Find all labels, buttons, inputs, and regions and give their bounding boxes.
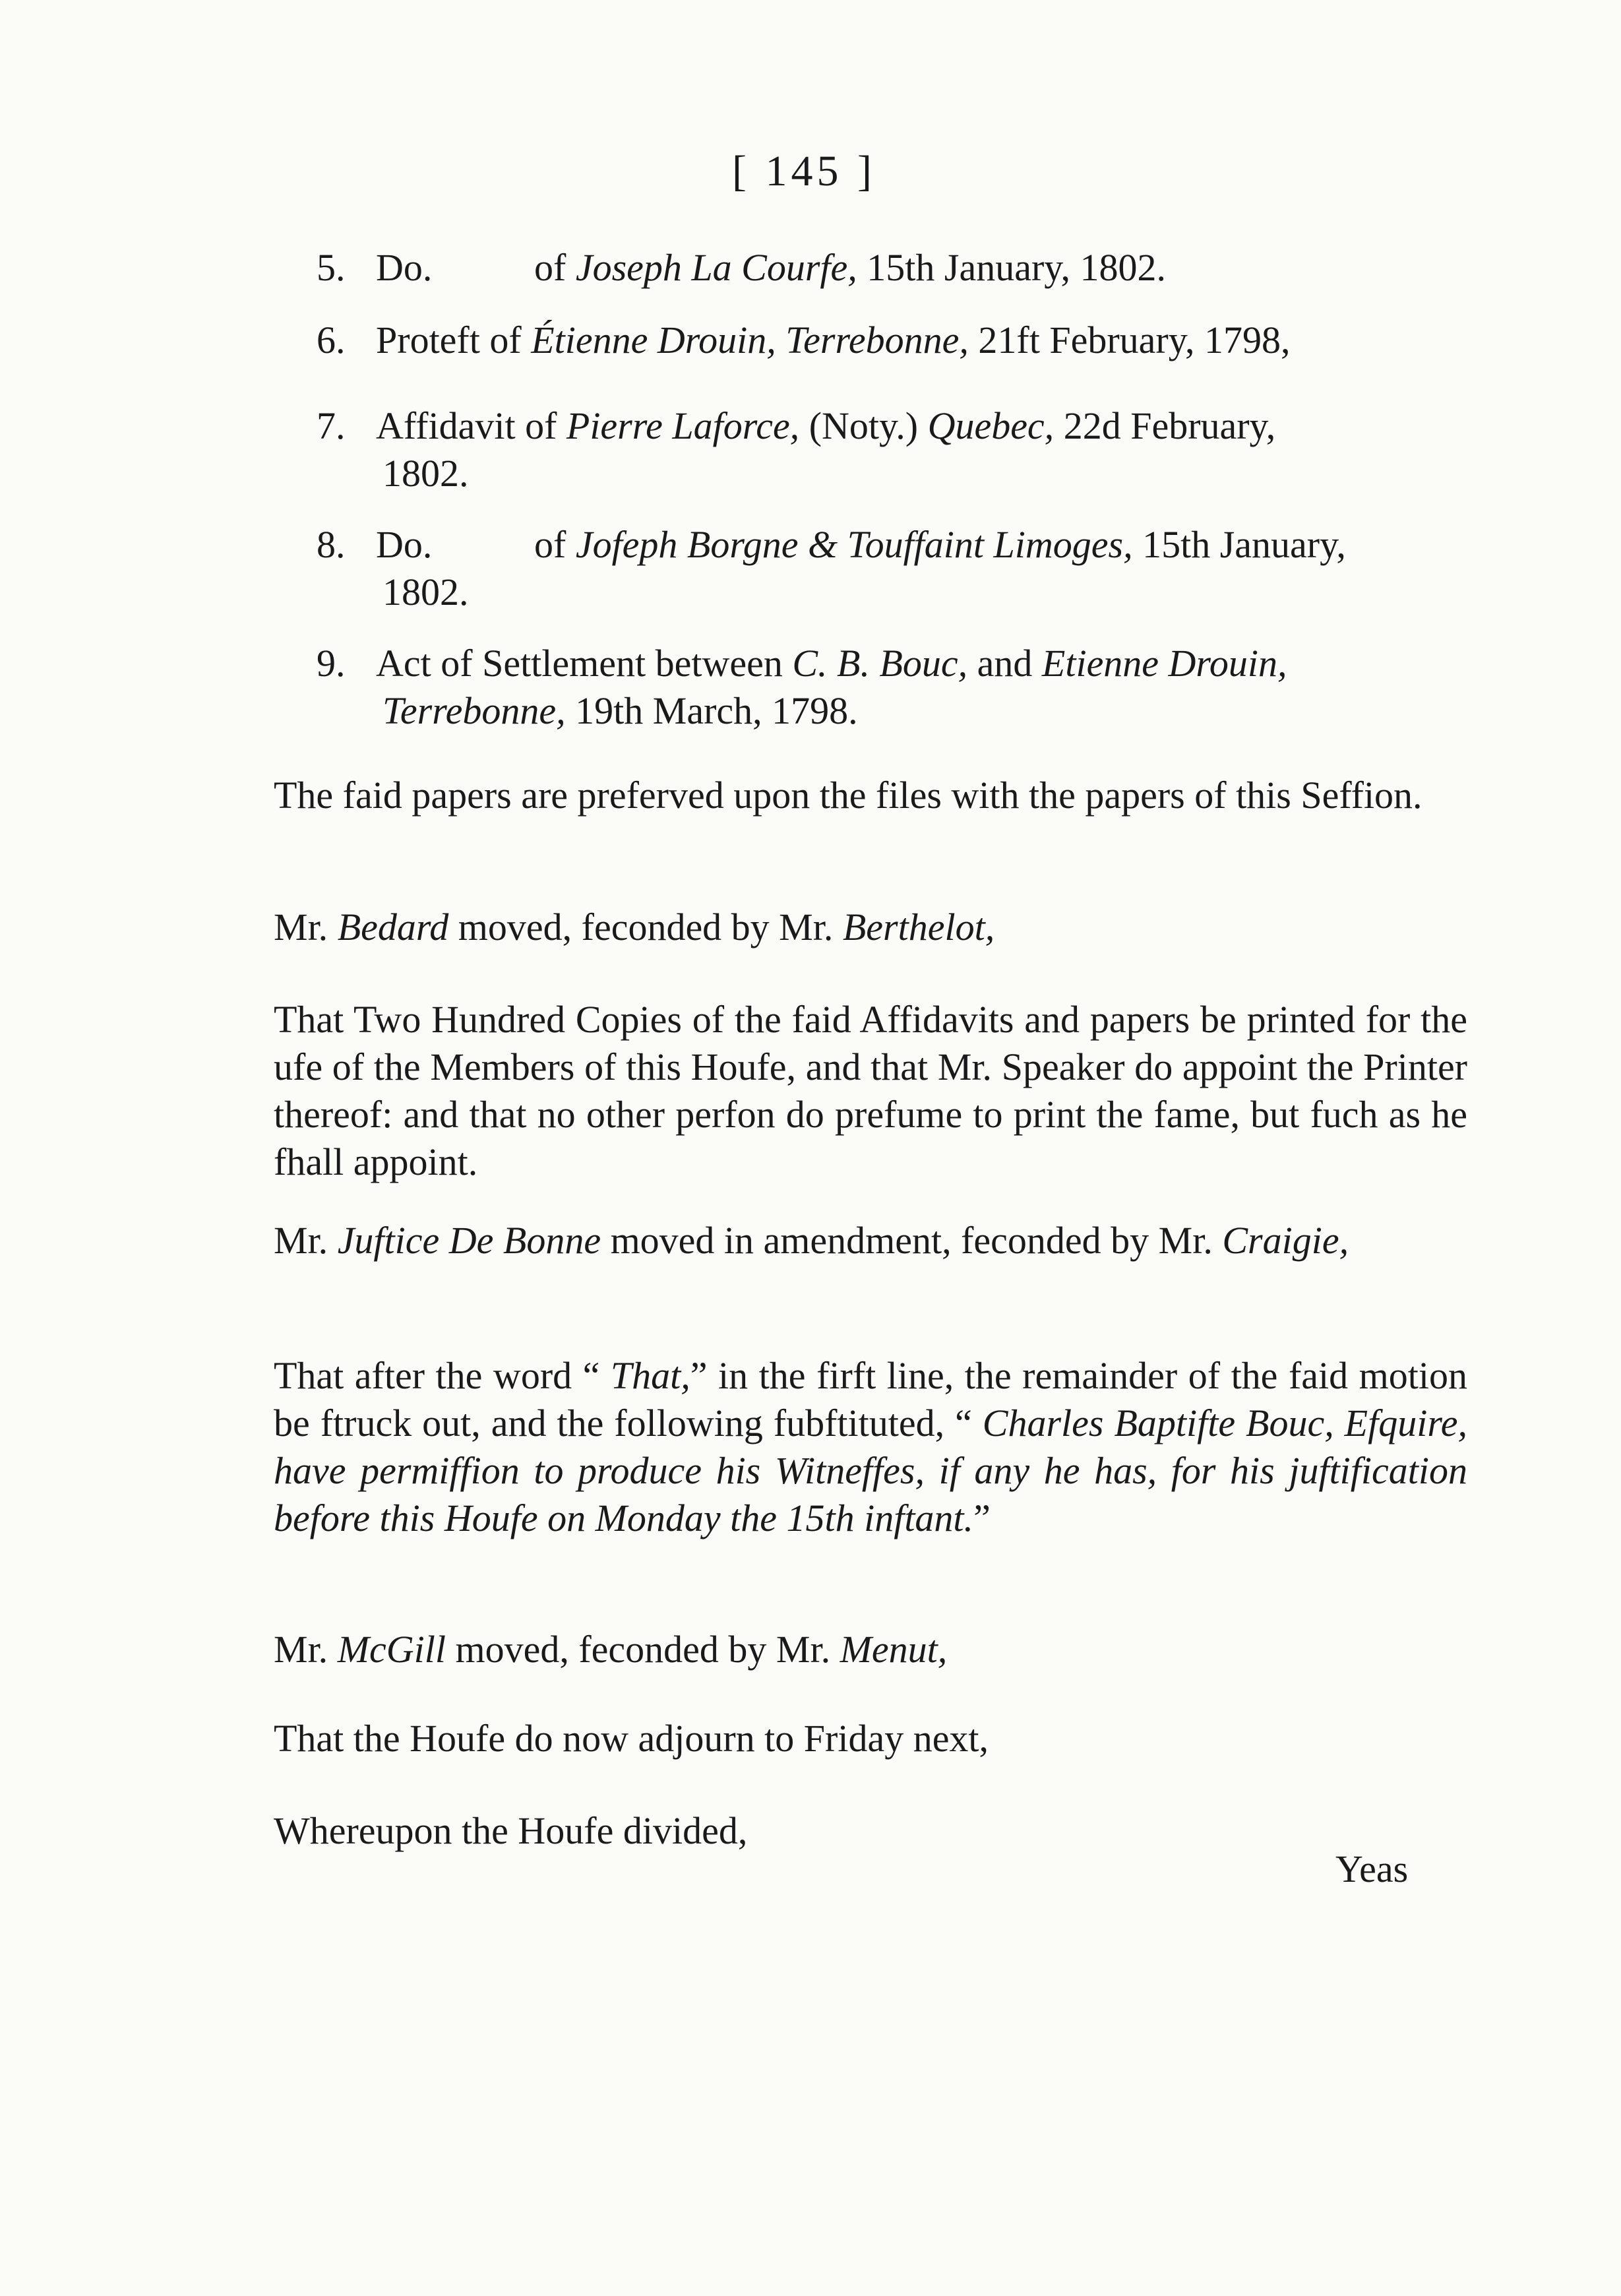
item-number: 9. xyxy=(317,642,346,685)
item-number: 6. xyxy=(317,319,346,361)
paragraph-text: Mr. xyxy=(274,906,338,948)
item-text: of xyxy=(534,523,576,566)
item-text: of xyxy=(515,404,566,447)
item-name: C. B. Bouc, xyxy=(792,642,968,685)
paragraph: That Two Hundred Copies of the faid Affidavits and papers be printed for the ufe of the Members of this Houfe, and that Mr. Speaker do appoint the Printer thereof: and that no other perfon do prefume to print the fame, but fuch as he fhall appoint. xyxy=(274,998,1467,1183)
quoted-word: That, xyxy=(610,1354,690,1397)
paragraph: That the Houfe do now adjourn to Friday next, xyxy=(274,1717,989,1760)
member-name: Berthelot, xyxy=(842,906,995,948)
item-label: Act xyxy=(376,642,431,685)
item-text: and xyxy=(967,642,1042,685)
paragraph xyxy=(274,1626,1467,1673)
member-name: McGill xyxy=(337,1628,446,1671)
item-text: 19th March, 1798. xyxy=(565,689,858,732)
item-text: 22d February, xyxy=(1054,404,1276,447)
item-text: of xyxy=(479,319,532,361)
item-name: Etienne Drouin, xyxy=(1041,642,1287,685)
item-name: Étienne Drouin, Terrebonne, xyxy=(531,319,969,361)
paragraph-text: Mr. xyxy=(274,1219,338,1262)
item-text: (Noty.) xyxy=(799,404,928,447)
item-label: Proteft xyxy=(376,319,480,361)
item-text: of xyxy=(534,246,576,289)
quoted-amendment: Charles Baptifte Bouc, Efquire, have permiffion to produce his Witneffes, if any he has, for his juftification before this Houfe on Monday the 15th inftant. xyxy=(274,1402,1468,1539)
list-item xyxy=(317,244,1477,292)
item-name: Joseph La Courfe, xyxy=(575,246,857,289)
page-number: [ 145 ] xyxy=(732,147,876,195)
paragraph xyxy=(274,904,1467,951)
list-item xyxy=(317,402,1477,497)
item-place: Quebec, xyxy=(927,404,1055,447)
item-text: 15th January, 1802. xyxy=(857,246,1166,289)
item-text: 15th January, xyxy=(1132,523,1346,566)
paragraph-text: That after the word “ xyxy=(274,1354,611,1397)
item-continuation xyxy=(317,687,1477,735)
item-label: Affidavit xyxy=(376,404,516,447)
item-label: Do. xyxy=(376,246,433,289)
paragraph: The faid papers are preferved upon the files with the papers of this Seffion. xyxy=(274,774,1422,817)
member-name: Juftice De Bonne xyxy=(337,1219,601,1262)
item-text: 21ft February, 1798, xyxy=(968,319,1291,361)
paragraph-text: ” in the firft line, the remainder of the faid motion be ftruck out, and the following fubftituted, “ xyxy=(274,1354,1467,1444)
member-name: Menut, xyxy=(840,1628,948,1671)
paragraph-text: moved in amendment, feconded by Mr. xyxy=(601,1219,1223,1262)
item-number: 5. xyxy=(317,246,346,289)
paragraph xyxy=(274,1352,1467,1542)
list-item xyxy=(317,640,1477,735)
paragraph: Whereupon the Houfe divided, xyxy=(274,1809,748,1852)
item-continuation: 1802. xyxy=(382,452,469,495)
paragraph xyxy=(274,1217,1467,1264)
item-continuation: 1802. xyxy=(382,571,469,613)
list-item xyxy=(317,521,1477,616)
paragraph-text: moved, feconded by Mr. xyxy=(448,906,843,948)
member-name: Bedard xyxy=(337,906,449,948)
catchword: Yeas xyxy=(1335,1847,1409,1890)
paragraph-text: ” xyxy=(973,1497,991,1539)
paragraph-text: Mr. xyxy=(274,1628,338,1671)
item-label: Do. xyxy=(376,523,433,566)
list-item xyxy=(317,317,1477,364)
item-name: Pierre Laforce, xyxy=(566,404,800,447)
paragraph-text: moved, feconded by Mr. xyxy=(445,1628,840,1671)
item-number: 8. xyxy=(317,523,346,566)
item-place: Terrebonne, xyxy=(382,689,566,732)
item-name: Jofeph Borgne & Touffaint Limoges, xyxy=(575,523,1133,566)
member-name: Craigie, xyxy=(1222,1219,1349,1262)
item-number: 7. xyxy=(317,404,346,447)
item-text: of Settlement between xyxy=(431,642,793,685)
